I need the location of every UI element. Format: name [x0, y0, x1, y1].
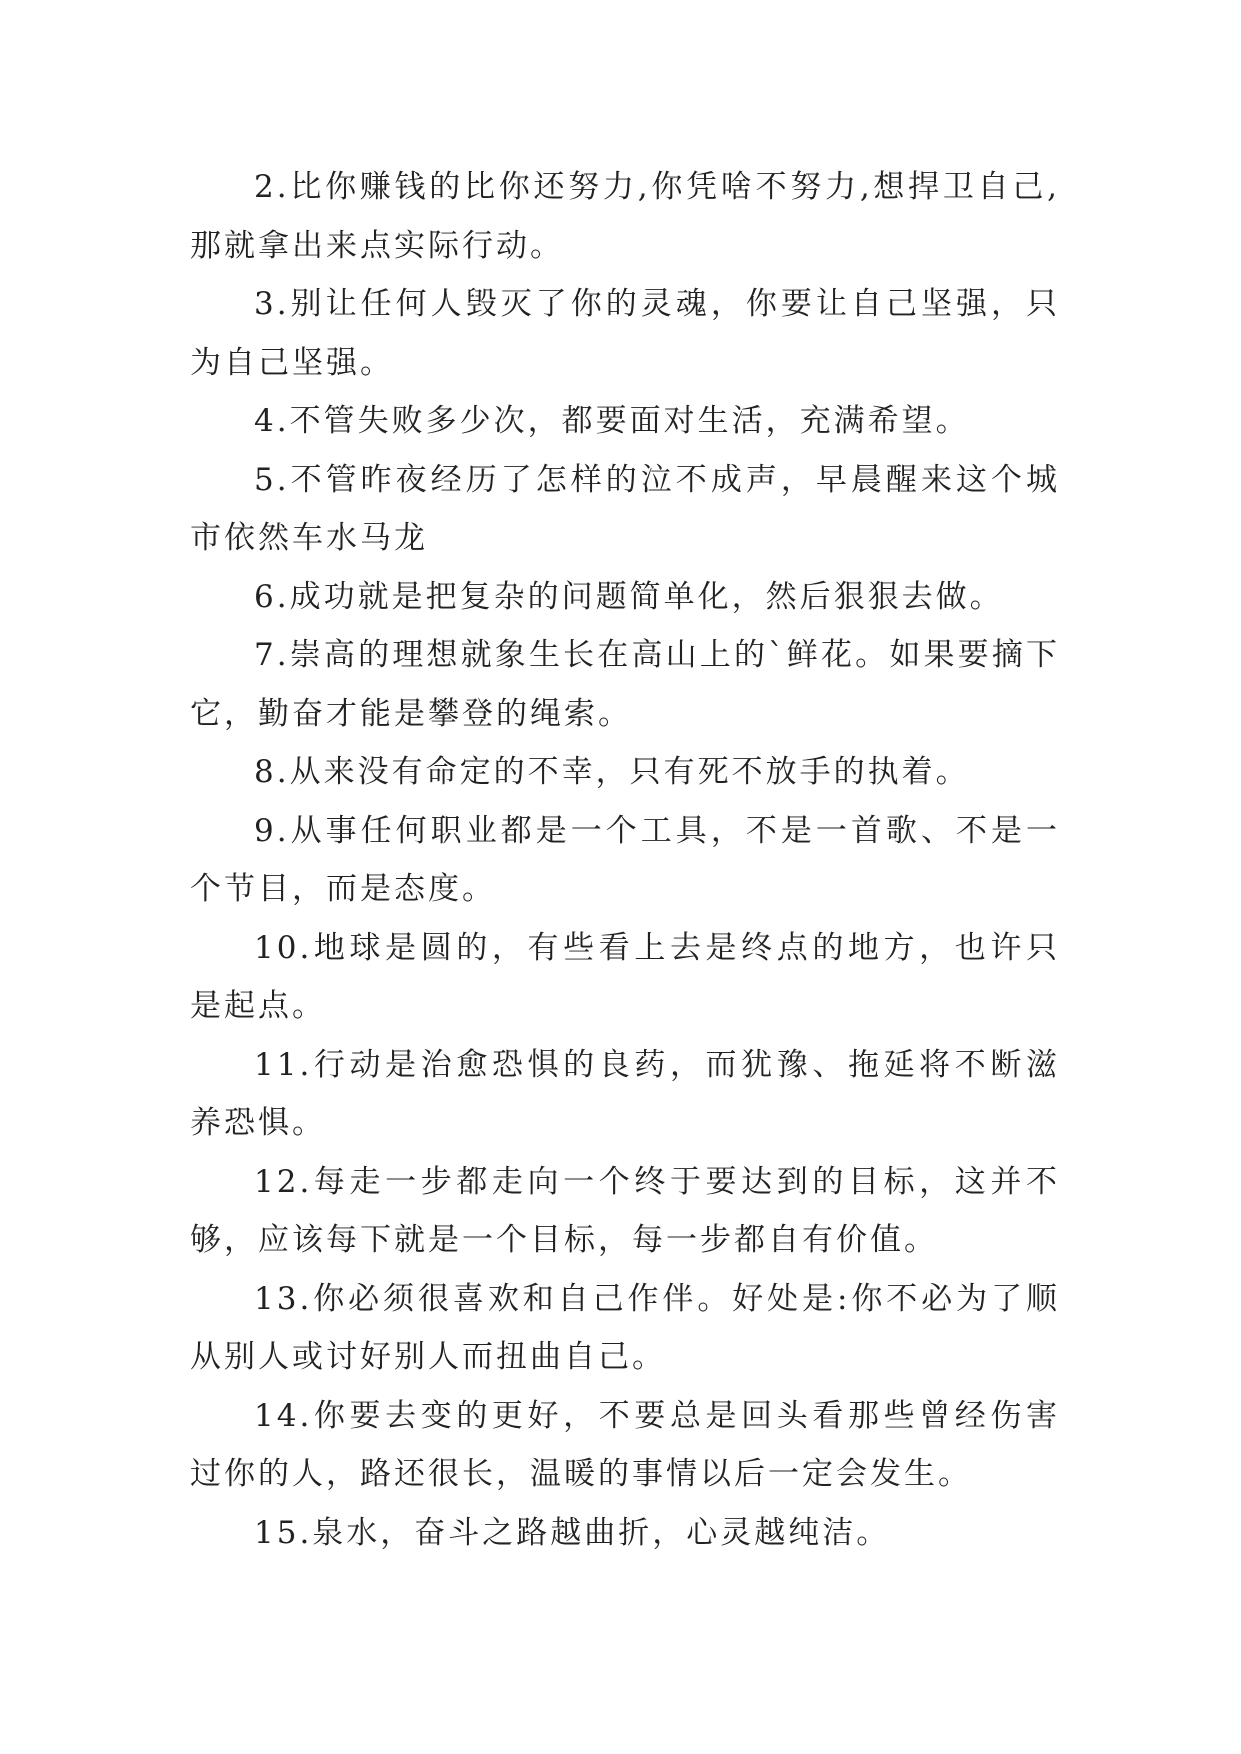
quote-paragraph-4: 4.不管失败多少次，都要面对生活，充满希望。 [254, 403, 970, 439]
quote-paragraph-11: 11.行动是治愈恐惧的良药，而犹豫、拖延将不断滋养恐惧。 [190, 1046, 1060, 1141]
quote-paragraph-6: 6.成功就是把复杂的问题简单化，然后狠狠去做。 [254, 578, 1004, 615]
quote-paragraph-13: 13.你必须很喜欢和自己作伴。好处是:你不必为了顺从别人或讨好别人而扭曲自己。 [190, 1280, 1060, 1375]
quote-paragraph-2: 2.比你赚钱的比你还努力,你凭啥不努力,想捍卫自己,那就拿出来点实际行动。 [190, 169, 1060, 264]
quote-paragraph-7: 7.崇高的理想就象生长在高山上的`鲜花。如果要摘下它，勤奋才能是攀登的绳索。 [190, 637, 1060, 732]
document-body [190, 158, 1060, 1562]
quote-paragraph-5: 5.不管昨夜经历了怎样的泣不成声，早晨醒来这个城市依然车水马龙 [190, 461, 1060, 556]
quote-paragraph-12: 12.每走一步都走向一个终于要达到的目标，这并不够，应该每下就是一个目标，每一步都自有价值。 [190, 1163, 1060, 1258]
quote-paragraph-3: 3.别让任何人毁灭了你的灵魂，你要让自己坚强，只为自己坚强。 [190, 286, 1060, 381]
quote-paragraph-14: 14.你要去变的更好，不要总是回头看那些曾经伤害过你的人，路还很长，温暖的事情以后一定会发生。 [190, 1397, 1060, 1492]
quote-paragraph-9: 9.从事任何职业都是一个工具，不是一首歌、不是一个节目，而是态度。 [190, 812, 1060, 907]
quote-paragraph-10: 10.地球是圆的，有些看上去是终点的地方，也许只是起点。 [190, 929, 1060, 1024]
quote-paragraph-8: 8.从来没有命定的不幸，只有死不放手的执着。 [254, 754, 970, 790]
quote-paragraph-15: 15.泉水，奋斗之路越曲折，心灵越纯洁。 [254, 1514, 891, 1551]
